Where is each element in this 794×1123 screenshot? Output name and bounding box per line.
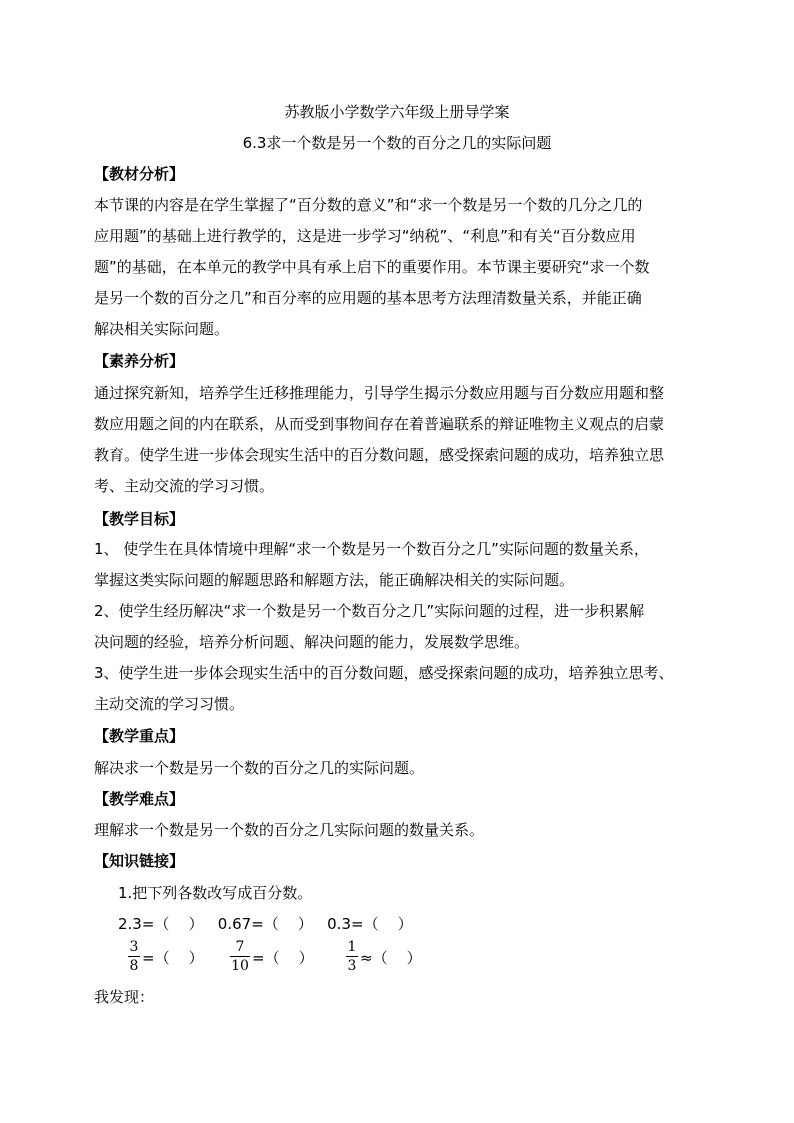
section-heading-textbook: 【教材分析】 xyxy=(94,165,185,183)
text-line: 解决相关实际问题。 xyxy=(94,320,230,338)
text-line: 数应用题之间的内在联系，从而受到事物间存在着普遍联系的辩证唯物主义观点的启蒙 xyxy=(94,415,665,433)
text-line: 是另一个数的百分之几”和百分率的应用题的基本思考方法理清数量关系，并能正确 xyxy=(94,289,642,307)
text-line: 决问题的经验，培养分析问题、解决问题的能力，发展数学思维。 xyxy=(94,633,530,651)
text-line: 1、 使学生在具体情境中理解“求一个数是另一个数百分之几”实际问题的数量关系， xyxy=(94,540,649,558)
text-line: 应用题”的基础上进行教学的，这是进一步学习“纳税”、“利息”和有关“百分数应用 xyxy=(94,227,636,245)
fraction-bar xyxy=(346,956,358,957)
difficulty-text: 理解求一个数是另一个数的百分之几实际问题的数量关系。 xyxy=(94,821,485,839)
fraction xyxy=(346,939,358,974)
text-line: 掌握这类实际问题的解题思路和解题方法，能正确解决相关的实际问题。 xyxy=(94,571,575,589)
fraction-answer-blank: =（ ） xyxy=(252,949,314,967)
section-heading-knowledge-link: 【知识链接】 xyxy=(94,852,185,870)
fraction-bar xyxy=(128,956,140,957)
fraction-answer-blank: ≈（ ） xyxy=(360,949,422,967)
section-heading-difficulty: 【教学难点】 xyxy=(94,790,185,808)
teaching-goals-paragraph xyxy=(94,534,714,720)
text-line: 题”的基础，在本单元的教学中具有承上启下的重要作用。本节课主要研究“求一个数 xyxy=(94,258,650,276)
text-line: 教育。使学生进一步体会现实生活中的百分数问题，感受探索问题的成功，培养独立思 xyxy=(94,446,665,464)
fraction-numerator: 3 xyxy=(129,939,139,955)
key-point-text: 解决求一个数是另一个数的百分之几的实际问题。 xyxy=(94,759,425,777)
discovery-prompt: 我发现： xyxy=(94,988,155,1006)
text-line: 通过探究新知，培养学生迁移推理能力，引导学生揭示分数应用题与百分数应用题和整 xyxy=(94,384,665,402)
textbook-analysis-paragraph xyxy=(94,190,714,345)
fraction-bar xyxy=(230,956,250,957)
text-line: 本节课的内容是在学生掌握了“百分数的意义”和“求一个数是另一个数的几分之几的 xyxy=(94,196,643,214)
fraction xyxy=(230,939,250,974)
text-line: 考、主动交流的学习习惯。 xyxy=(94,477,275,495)
lesson-title: 6.3求一个数是另一个数的百分之几的实际问题 xyxy=(242,134,552,152)
literacy-analysis-paragraph xyxy=(94,378,714,502)
exercise-decimal-row: 2.3=（ ） 0.67=（ ） 0.3=（ ） xyxy=(118,915,413,933)
fraction-denominator: 8 xyxy=(129,958,139,974)
text-line: 主动交流的学习习惯。 xyxy=(94,695,245,713)
fraction-numerator: 1 xyxy=(347,939,357,955)
text-line: 2、使学生经历解决“求一个数是另一个数百分之几”实际问题的过程，进一步积累解 xyxy=(94,602,645,620)
text-line: 3、使学生进一步体会现实生活中的百分数问题，感受探索问题的成功，培养独立思考、 xyxy=(94,664,674,682)
section-heading-key-point: 【教学重点】 xyxy=(94,727,185,745)
fraction-denominator: 10 xyxy=(231,958,249,974)
exercise-question-1: 1.把下列各数改写成百分数。 xyxy=(118,884,313,902)
document-title: 苏教版小学数学六年级上册导学案 xyxy=(284,103,510,121)
fraction xyxy=(128,939,140,974)
fraction-numerator: 7 xyxy=(235,939,245,955)
section-heading-literacy: 【素养分析】 xyxy=(94,352,185,370)
fraction-answer-blank: =（ ） xyxy=(142,949,204,967)
section-heading-goals: 【教学目标】 xyxy=(94,510,185,528)
fraction-denominator: 3 xyxy=(347,958,357,974)
